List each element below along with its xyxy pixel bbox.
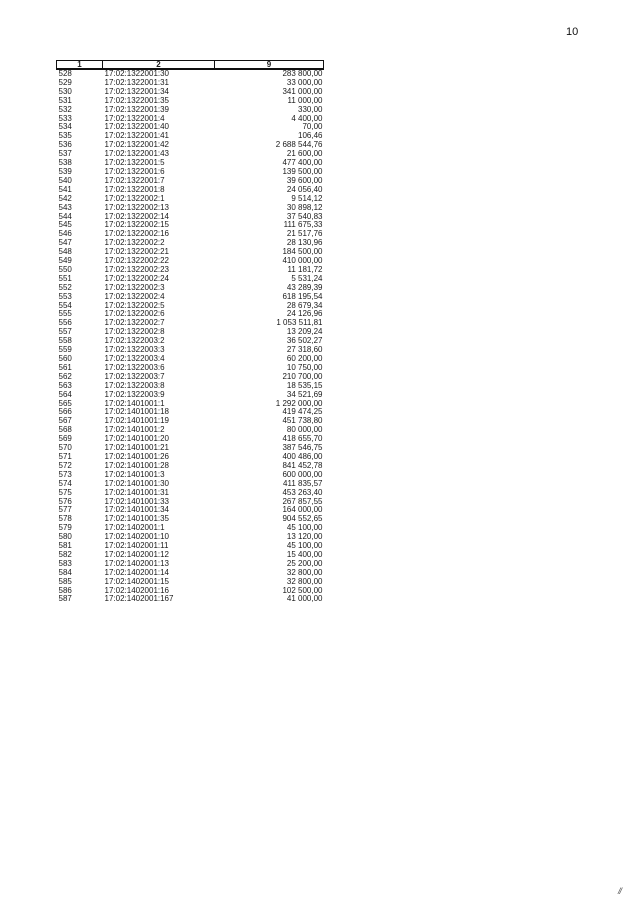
cadastral-value: 453 263,40	[282, 488, 323, 497]
cadastral-value: 28 679,34	[286, 301, 323, 310]
table-row	[57, 364, 324, 373]
cadastral-value: 33 000,00	[286, 78, 323, 87]
row-number: 559	[58, 346, 72, 355]
cadastral-value: 184 500,00	[282, 248, 323, 257]
table-row	[57, 524, 324, 533]
table-row	[57, 578, 324, 587]
cadastral-value: 451 738,80	[282, 417, 323, 426]
cadastral-value: 106,46	[298, 132, 323, 141]
page-number: 10	[566, 26, 579, 38]
row-number: 542	[58, 194, 72, 203]
table-row	[57, 480, 324, 489]
row-number: 554	[58, 301, 72, 310]
table-row	[57, 97, 324, 106]
cadastral-value: 10 750,00	[286, 363, 323, 372]
row-number: 550	[58, 265, 72, 274]
cadastral-value: 210 700,00	[282, 372, 323, 381]
row-number: 532	[58, 105, 72, 114]
cadastral-number: 17:02:1322002:16	[104, 230, 170, 239]
table-row	[57, 462, 324, 471]
cadastral-number: 17:02:1322002:7	[104, 319, 165, 328]
cadastral-value: 164 000,00	[282, 506, 323, 515]
row-number: 561	[58, 363, 72, 372]
cadastral-value: 102 500,00	[282, 586, 323, 595]
row-number: 552	[58, 283, 72, 292]
cadastral-number: 17:02:1322003:2	[104, 337, 165, 346]
row-number: 528	[58, 69, 72, 78]
cadastral-number: 17:02:1322001:31	[104, 78, 170, 87]
cadastral-value: 283 800,00	[282, 69, 323, 78]
cadastral-number: 17:02:1322003:7	[104, 372, 165, 381]
table-row	[57, 373, 324, 382]
row-number: 534	[58, 123, 72, 132]
cadastral-value: 418 655,70	[282, 435, 323, 444]
cadastral-number: 17:02:1322003:9	[104, 390, 165, 399]
table-row	[57, 533, 324, 542]
cadastral-value: 341 000,00	[282, 87, 323, 96]
cadastral-value: 13 120,00	[286, 533, 323, 542]
cadastral-value: 13 209,24	[286, 328, 323, 337]
row-number: 556	[58, 319, 72, 328]
row-number: 560	[58, 355, 72, 363]
row-number: 538	[58, 159, 72, 168]
cadastral-number: 17:02:1322001:41	[104, 132, 170, 141]
table-row	[57, 132, 324, 141]
cadastral-number: 17:02:1401001:30	[104, 479, 170, 488]
row-number: 566	[58, 408, 72, 417]
cadastral-number: 17:02:1401001:2	[104, 426, 165, 435]
cadastral-number: 17:02:1322001:35	[104, 96, 170, 105]
row-number: 587	[58, 595, 72, 604]
cadastral-number: 17:02:1322003:6	[104, 363, 165, 372]
cadastral-value: 30 898,12	[286, 203, 323, 212]
cadastral-value: 1 292 000,00	[275, 399, 323, 408]
cadastral-number: 17:02:1401001:19	[104, 417, 170, 426]
row-number: 555	[58, 310, 72, 319]
cadastral-value: 32 800,00	[286, 577, 323, 586]
table-row	[57, 293, 324, 302]
table-row	[57, 551, 324, 560]
cadastral-value: 1 053 511,81	[276, 319, 323, 328]
row-number: 544	[58, 212, 72, 221]
cadastral-value: 11 000,00	[287, 96, 323, 105]
cadastral-number: 17:02:1322001:42	[104, 141, 170, 150]
cadastral-value: 32 800,00	[286, 568, 323, 577]
row-number: 576	[58, 497, 72, 506]
cadastral-number: 17:02:1401001:26	[104, 452, 170, 461]
row-number: 536	[58, 141, 72, 150]
row-number: 569	[58, 435, 72, 444]
cadastral-value: 111 675,33	[283, 221, 323, 230]
cadastral-number: 17:02:1402001:12	[104, 550, 170, 559]
table-row	[57, 337, 324, 346]
row-number: 565	[58, 399, 72, 408]
table-row	[57, 400, 324, 409]
table-row	[57, 417, 324, 426]
cadastral-value: 21 517,76	[286, 230, 323, 239]
cadastral-number: 17:02:1322002:23	[104, 265, 170, 274]
table-row	[57, 106, 324, 115]
table-header	[57, 61, 324, 70]
cadastral-number: 17:02:1401001:1	[104, 399, 165, 408]
cadastral-number: 17:02:1322001:40	[104, 123, 170, 132]
cadastral-number: 17:02:1322001:30	[104, 69, 170, 78]
header-col-1: 1	[57, 61, 103, 70]
cadastral-number: 17:02:1322001:6	[104, 167, 165, 176]
cadastral-number: 17:02:1402001:10	[104, 533, 170, 542]
cadastral-number: 17:02:1401001:35	[104, 515, 170, 524]
row-number: 557	[58, 328, 72, 337]
table-row	[57, 221, 324, 230]
cadastral-value: 411 835,57	[283, 479, 323, 488]
table-row	[57, 275, 324, 284]
table-row	[57, 177, 324, 186]
row-number: 558	[58, 337, 72, 346]
cadastral-number: 17:02:1322003:3	[104, 346, 165, 355]
cadastral-number: 17:02:1322002:21	[104, 248, 170, 257]
row-number: 533	[58, 114, 72, 123]
table-row	[57, 453, 324, 462]
table-row	[57, 284, 324, 293]
header-col-9: 9	[215, 61, 324, 70]
table-row	[57, 444, 324, 453]
cadastral-number: 17:02:1322002:14	[104, 212, 170, 221]
cadastral-number: 17:02:1322001:8	[104, 185, 165, 194]
row-number: 543	[58, 203, 72, 212]
table-row	[57, 346, 324, 355]
cadastral-value: 330,00	[298, 105, 323, 114]
table-row	[57, 587, 324, 596]
cadastral-value: 2 688 544,76	[275, 141, 323, 150]
cadastral-number: 17:02:1322001:5	[104, 159, 165, 168]
cadastral-value: 28 130,96	[286, 239, 323, 248]
row-number: 545	[58, 221, 72, 230]
cadastral-number: 17:02:1401001:18	[104, 408, 170, 417]
table-row	[57, 79, 324, 88]
row-number: 562	[58, 372, 72, 381]
table-row	[57, 88, 324, 97]
table-row	[57, 310, 324, 319]
cadastral-number: 17:02:1322001:39	[104, 105, 170, 114]
row-number: 548	[58, 248, 72, 257]
header-row	[57, 61, 324, 70]
table-row	[57, 213, 324, 222]
cadastral-value: 15 400,00	[286, 550, 323, 559]
table-row	[57, 266, 324, 275]
table-row	[57, 408, 324, 417]
cadastral-number: 17:02:1322002:8	[104, 328, 165, 337]
cadastral-number: 17:02:1322002:1	[104, 194, 165, 203]
cadastral-number: 17:02:1322002:22	[104, 257, 170, 266]
cadastral-value: 600 000,00	[282, 470, 323, 479]
table-row	[57, 319, 324, 328]
table-row	[57, 239, 324, 248]
cadastral-value: 37 540,83	[286, 212, 323, 221]
cadastral-number: 17:02:1402001:15	[104, 577, 170, 586]
table-row	[57, 515, 324, 524]
row-number: 549	[58, 257, 72, 266]
table-row	[57, 471, 324, 480]
row-number: 581	[58, 542, 72, 551]
row-number: 567	[58, 417, 72, 426]
cadastral-value: 45 100,00	[286, 524, 323, 533]
cadastral-number: 17:02:1401001:28	[104, 461, 170, 470]
cadastral-value: 618 195,54	[282, 292, 323, 301]
row-number: 579	[58, 524, 72, 533]
table-row	[57, 248, 324, 257]
cadastral-value: 80 000,00	[286, 426, 323, 435]
cadastral-number: 17:02:1322002:3	[104, 283, 165, 292]
cadastral-value: 39 600,00	[286, 176, 323, 185]
row-number: 586	[58, 586, 72, 595]
cadastral-value: 139 500,00	[282, 167, 323, 176]
cadastral-number: 17:02:1322002:13	[104, 203, 170, 212]
row-number: 578	[58, 515, 72, 524]
cadastral-value: 5 531,24	[291, 274, 323, 283]
table-row	[57, 506, 324, 515]
row-number: 547	[58, 239, 72, 248]
cadastral-value: 27 318,60	[286, 346, 323, 355]
cadastral-value: 410 000,00	[282, 257, 323, 266]
table-row	[57, 560, 324, 569]
row-number: 541	[58, 185, 72, 194]
cadastral-number: 17:02:1402001:11	[104, 542, 169, 551]
cadastral-number: 17:02:1401001:31	[104, 488, 170, 497]
cadastral-number: 17:02:1401001:3	[104, 470, 165, 479]
cadastral-value: 400 486,00	[282, 452, 323, 461]
cadastral-number: 17:02:1322001:4	[104, 114, 165, 123]
cadastral-value: 70,00	[302, 123, 323, 132]
row-number: 570	[58, 444, 72, 453]
cadastral-number: 17:02:1402001:14	[104, 568, 170, 577]
cadastral-number: 17:02:1402001:167	[104, 595, 174, 604]
row-number: 585	[58, 577, 72, 586]
cadastral-value: 24 126,96	[286, 310, 323, 319]
cadastral-number: 17:02:1322003:4	[104, 355, 165, 363]
row-number: 582	[58, 550, 72, 559]
cadastral-value: 4 400,00	[291, 114, 323, 123]
row-number: 540	[58, 176, 72, 185]
row-number: 530	[58, 87, 72, 96]
table-row	[57, 141, 324, 150]
table-row	[57, 355, 324, 364]
cadastral-value: 34 521,69	[286, 390, 323, 399]
cadastral-number: 17:02:1322002:5	[104, 301, 165, 310]
table-body	[57, 69, 324, 604]
cadastral-number: 17:02:1401001:34	[104, 506, 170, 515]
cadastral-number: 17:02:1322002:6	[104, 310, 165, 319]
row-number: 583	[58, 559, 72, 568]
row-number: 577	[58, 506, 72, 515]
row-number: 571	[58, 452, 72, 461]
cadastral-number: 17:02:1402001:1	[104, 524, 165, 533]
row-number: 574	[58, 479, 72, 488]
cadastral-value: 477 400,00	[282, 159, 323, 168]
row-number: 575	[58, 488, 72, 497]
row-number: 563	[58, 381, 72, 390]
cadastral-value: 41 000,00	[286, 595, 323, 604]
register-table	[56, 60, 324, 604]
row-number: 551	[58, 274, 72, 283]
table-row	[57, 542, 324, 551]
cadastral-number: 17:02:1401001:33	[104, 497, 170, 506]
cadastral-number: 17:02:1322003:8	[104, 381, 165, 390]
cadastral-number: 17:02:1322001:7	[104, 176, 165, 185]
row-number: 584	[58, 568, 72, 577]
table-row	[57, 595, 324, 604]
header-col-2: 2	[103, 61, 215, 70]
table-row	[57, 426, 324, 435]
table-row	[57, 435, 324, 444]
cadastral-value: 45 100,00	[286, 542, 323, 551]
cadastral-value: 387 546,75	[282, 444, 323, 453]
row-number: 539	[58, 167, 72, 176]
cadastral-number: 17:02:1401001:20	[104, 435, 170, 444]
cadastral-value: 18 535,15	[286, 381, 323, 390]
cadastral-value: 24 056,40	[286, 185, 323, 194]
cadastral-value: 841 452,78	[282, 461, 323, 470]
table-row	[57, 168, 324, 177]
table-row	[57, 391, 324, 400]
cadastral-value: 11 181,72	[287, 265, 323, 274]
cadastral-number: 17:02:1322002:4	[104, 292, 165, 301]
row-number: 553	[58, 292, 72, 301]
row-number: 573	[58, 470, 72, 479]
table-row	[57, 569, 324, 578]
row-number: 572	[58, 461, 72, 470]
row-number: 537	[58, 150, 72, 159]
cadastral-value: 419 474,25	[282, 408, 323, 417]
cadastral-number: 17:02:1402001:13	[104, 559, 170, 568]
cadastral-value: 267 857,55	[282, 497, 323, 506]
cadastral-value: 43 289,39	[286, 283, 323, 292]
cadastral-number: 17:02:1322002:2	[104, 239, 165, 248]
table-row	[57, 123, 324, 132]
cadastral-number: 17:02:1322002:24	[104, 274, 170, 283]
cadastral-number: 17:02:1322002:15	[104, 221, 170, 230]
cadastral-number: 17:02:1402001:16	[104, 586, 170, 595]
cadastral-value: 21 600,00	[286, 150, 323, 159]
table-row	[57, 328, 324, 337]
row-number: 564	[58, 390, 72, 399]
table-row	[57, 204, 324, 213]
table-row	[57, 195, 324, 204]
table-row	[57, 302, 324, 311]
table-row	[57, 159, 324, 168]
cadastral-number: 17:02:1322001:43	[104, 150, 170, 159]
row-number: 546	[58, 230, 72, 239]
row-number: 580	[58, 533, 72, 542]
corner-mark: //	[618, 886, 622, 896]
row-number: 568	[58, 426, 72, 435]
table-row	[57, 382, 324, 391]
cadastral-value: 25 200,00	[286, 559, 323, 568]
row-number: 535	[58, 132, 72, 141]
row-number: 529	[58, 78, 72, 87]
cadastral-value: 60 200,00	[286, 355, 323, 363]
table-row	[57, 150, 324, 159]
row-number: 531	[58, 96, 72, 105]
cadastral-value: 904 552,65	[282, 515, 323, 524]
table-row	[57, 230, 324, 239]
cadastral-number: 17:02:1401001:21	[104, 444, 170, 453]
table-row	[57, 257, 324, 266]
cadastral-value: 36 502,27	[286, 337, 323, 346]
table-row	[57, 489, 324, 498]
cadastral-number: 17:02:1322001:34	[104, 87, 170, 96]
cadastral-value: 9 514,12	[291, 194, 323, 203]
table-row	[57, 498, 324, 507]
table-row	[57, 186, 324, 195]
table-row	[57, 69, 324, 79]
table-row	[57, 115, 324, 124]
